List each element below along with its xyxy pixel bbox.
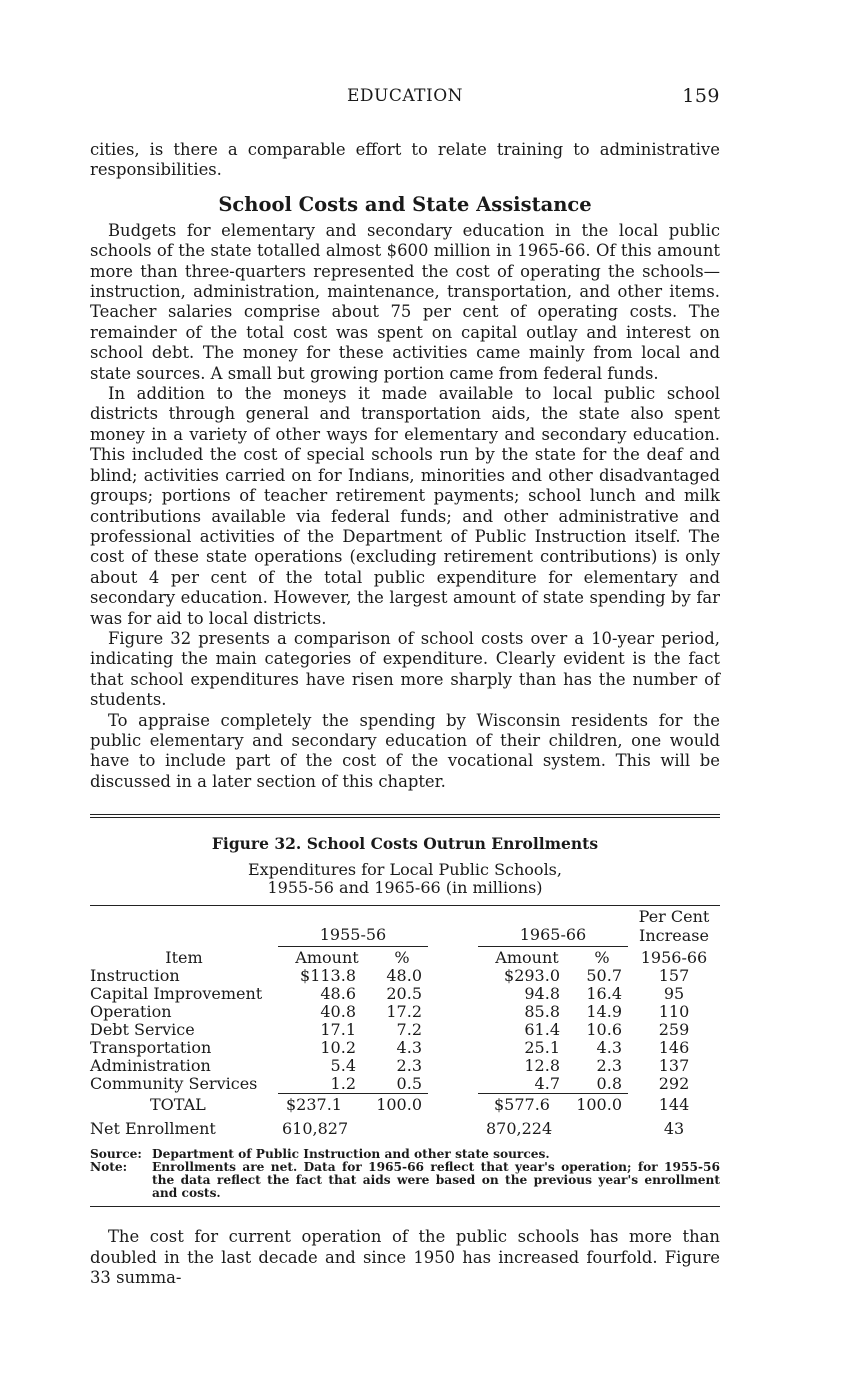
row-increase: 110	[658, 1002, 690, 1022]
row-pct-1965: 16.4	[586, 984, 622, 1004]
figure-subtitle	[90, 861, 720, 897]
row-amount-1955: 1.2	[330, 1074, 356, 1094]
table-row	[90, 1039, 720, 1057]
note-text: Enrollments are net. Data for 1965-66 reflect that year's operation; for 1955-56 the data reflect the fact that aids were based on the previous year's enrollment and costs.	[152, 1160, 720, 1201]
row-increase: 259	[658, 1020, 690, 1040]
enrollment-row	[90, 1114, 720, 1138]
total-increase: 144	[658, 1094, 690, 1114]
row-item: Instruction	[90, 966, 180, 986]
figure-subtitle-line-2: 1955-56 and 1965-66 (in millions)	[267, 878, 543, 898]
total-label: TOTAL	[150, 1094, 206, 1114]
running-head-title: EDUCATION	[346, 86, 464, 106]
table-body	[90, 967, 720, 1094]
figure-title: Figure 32. School Costs Outrun Enrollments	[211, 834, 599, 854]
row-amount-1955: 48.6	[320, 984, 356, 1004]
enrollment-1955: 610,827	[282, 1119, 349, 1139]
row-pct-1955: 17.2	[386, 1002, 422, 1022]
row-amount-1965: 25.1	[524, 1038, 560, 1058]
enrollment-label: Net Enrollment	[90, 1119, 216, 1139]
figure-bottom-rule	[90, 1206, 720, 1207]
row-pct-1955: 0.5	[396, 1074, 422, 1094]
header-row-1	[90, 906, 720, 926]
page-number: 159	[682, 85, 720, 107]
header-row-2	[90, 926, 720, 947]
row-pct-1955: 4.3	[396, 1038, 422, 1058]
header-year-1955: 1955-56	[319, 925, 387, 945]
table-row	[90, 1057, 720, 1075]
table-row	[90, 1075, 720, 1094]
row-amount-1965: $293.0	[504, 966, 560, 986]
row-amount-1965: 12.8	[524, 1056, 560, 1076]
row-pct-1955: 7.2	[396, 1020, 422, 1040]
row-increase: 137	[658, 1056, 690, 1076]
running-head	[90, 86, 720, 110]
header-pct-increase-2: Increase	[639, 926, 709, 946]
total-row	[90, 1094, 720, 1115]
row-pct-1965: 10.6	[586, 1020, 622, 1040]
paragraph-budgets: Budgets for elementary and secondary education in the local public schools of the state totalled almost $600 million in 1965-66. Of this amount more than three-quarters represented the cost of operating the schools—instruction, administration, maintenance, transportation, and other items. Teacher salaries comprise about 75 per cent of operating costs. The remainder of the total cost was spent on capital outlay and interest on school debt. The money for these activities came mainly from local and state sources. A small but growing portion came from federal funds.	[90, 220, 720, 383]
paragraph-state-spending: In addition to the moneys it made available to local public school districts through general and transportation aids, the state also spent money in a variety of other ways for elementary and secondary education. This included the cost of special schools run by the state for the deaf and blind; activities carried on for Indians, minorities and other disadvantaged groups; portions of teacher retirement payments; school lunch and milk contributions available via federal funds; and other administrative and professional activities of the Department of Public Instruction itself. The cost of these state operations (excluding retirement contributions) is only about 4 per cent of the total public expenditure for elementary and secondary education. However, the largest amount of state spending by far was for aid to local districts.	[90, 384, 720, 628]
row-increase: 157	[658, 966, 690, 986]
row-increase: 95	[663, 984, 685, 1004]
row-pct-1965: 4.3	[596, 1038, 622, 1058]
header-amount-1965: Amount	[478, 947, 576, 968]
page	[90, 86, 720, 1288]
section-heading: School Costs and State Assistance	[218, 192, 592, 216]
source-text: Department of Public Instruction and other state sources.	[152, 1147, 550, 1162]
row-pct-1965: 14.9	[586, 1002, 622, 1022]
source-label: Source:	[90, 1147, 142, 1162]
row-amount-1955: 10.2	[320, 1038, 356, 1058]
note-label: Note:	[90, 1160, 128, 1175]
row-increase: 146	[658, 1038, 690, 1058]
header-pct-increase-1: Per Cent	[638, 907, 710, 927]
header-pct-increase-3: 1956-66	[640, 947, 708, 967]
header-pct-1955: %	[376, 947, 428, 968]
row-item: Capital Improvement	[90, 984, 263, 1004]
total-amount-1955: $237.1	[278, 1094, 376, 1115]
total-pct-1965: 100.0	[576, 1094, 628, 1115]
figure-subtitle-line-1: Expenditures for Local Public Schools,	[248, 860, 562, 880]
row-pct-1965: 2.3	[596, 1056, 622, 1076]
header-amount-1955: Amount	[278, 947, 376, 968]
paragraph-closing: The cost for current operation of the public schools has more than doubled in the last decade and since 1950 has increased fourfold. Figure 33 summa-	[90, 1227, 720, 1287]
row-amount-1965: 4.7	[534, 1074, 560, 1094]
table-row	[90, 1021, 720, 1039]
row-pct-1965: 0.8	[596, 1074, 622, 1094]
expenditure-table	[90, 906, 720, 1138]
table-notes	[90, 1148, 720, 1200]
continued-paragraph: cities, is there a comparable effort to relate training to administrative responsibilities.	[90, 140, 720, 180]
header-pct-1965: %	[576, 947, 628, 968]
row-amount-1955: 40.8	[320, 1002, 356, 1022]
enrollment-note	[90, 1161, 720, 1200]
header-row-3	[90, 947, 720, 968]
total-pct-1955: 100.0	[376, 1094, 428, 1115]
figure-top-rule	[90, 814, 720, 818]
row-item: Transportation	[90, 1038, 212, 1058]
table-row	[90, 1003, 720, 1021]
row-amount-1955: $113.8	[300, 966, 356, 986]
header-year-1965: 1965-66	[519, 925, 587, 945]
header-item: Item	[165, 947, 203, 967]
row-amount-1955: 17.1	[320, 1020, 356, 1040]
enrollment-1965: 870,224	[486, 1119, 553, 1139]
table-row	[90, 985, 720, 1003]
row-amount-1965: 61.4	[524, 1020, 560, 1040]
row-pct-1955: 48.0	[386, 966, 422, 986]
paragraph-vocational: To appraise completely the spending by Wisconsin residents for the public elementary and secondary education of their children, one would have to include part of the cost of the vocational system. This will be discussed in a later section of this chapter.	[90, 710, 720, 791]
row-increase: 292	[658, 1074, 690, 1094]
row-amount-1965: 94.8	[524, 984, 560, 1004]
total-amount-1965: $577.6	[478, 1094, 576, 1115]
enrollment-increase: 43	[663, 1119, 685, 1139]
row-amount-1965: 85.8	[524, 1002, 560, 1022]
row-pct-1955: 2.3	[396, 1056, 422, 1076]
row-pct-1965: 50.7	[586, 966, 622, 986]
row-pct-1955: 20.5	[386, 984, 422, 1004]
row-item: Community Services	[90, 1074, 258, 1094]
row-item: Administration	[90, 1056, 211, 1076]
row-item: Operation	[90, 1002, 172, 1022]
paragraph-figure-reference: Figure 32 presents a comparison of school costs over a 10-year period, indicating the main categories of expenditure. Clearly evident is the fact that school expenditures have risen more sharply than has the number of students.	[90, 628, 720, 710]
row-item: Debt Service	[90, 1020, 195, 1040]
table-row	[90, 967, 720, 985]
row-amount-1955: 5.4	[330, 1056, 356, 1076]
